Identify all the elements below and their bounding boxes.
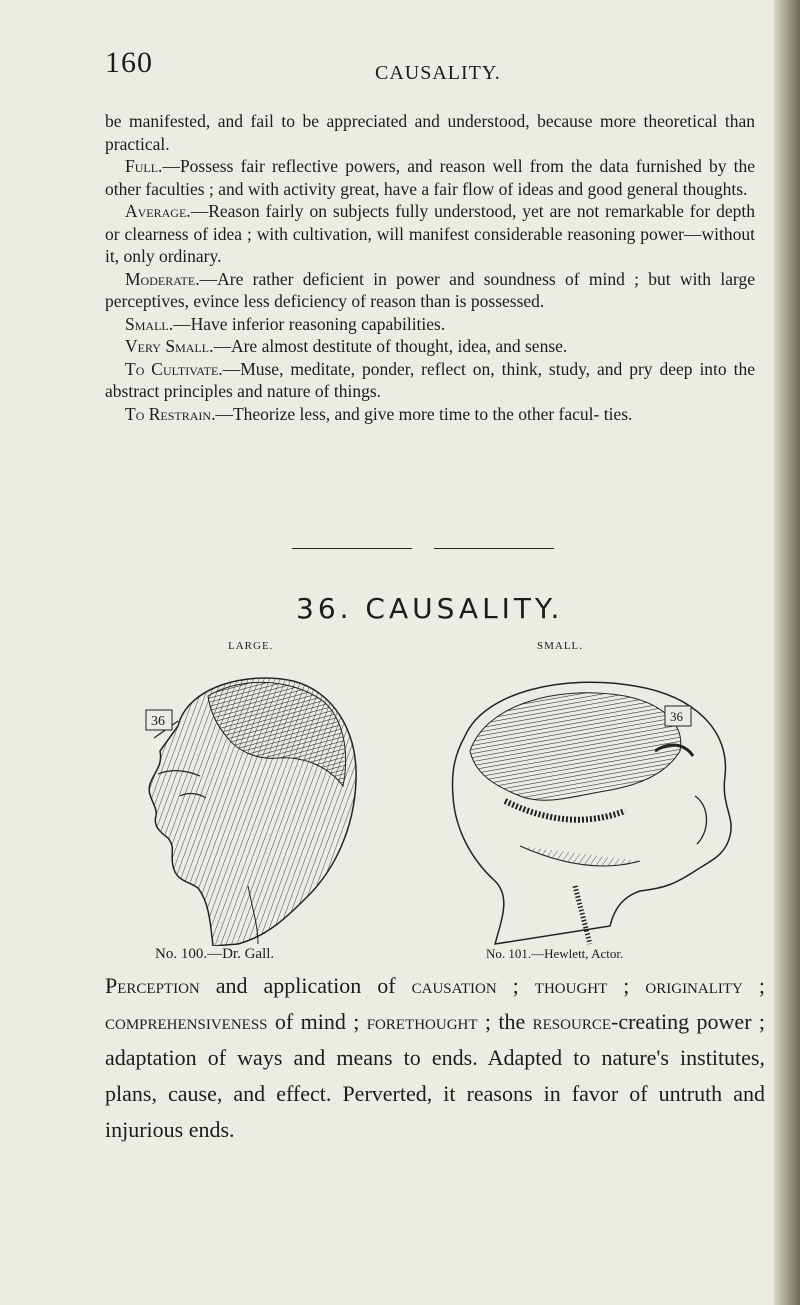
head-illustration-large: [118, 656, 368, 946]
running-head: [105, 46, 745, 86]
paragraph-full: Full.—Possess fair reflective powers, and reason well from the data furnished by the other faculties ; and with activity great, have a fair flow of ideas and good general thoughts.: [105, 156, 755, 199]
paragraph-average: Average.—Reason fairly on subjects fully understood, yet are not remarkable for depth or clearness of idea ; with cultivation, will manifest considerable reasoning power—without it, only ordinary.: [105, 201, 755, 266]
organ-number-right: 36: [670, 709, 683, 724]
paragraph-very-small: Very Small.—Are almost destitute of thought, idea, and sense.: [125, 336, 568, 356]
paragraph-label: Average.: [125, 201, 191, 221]
paragraph-label: To Restrain.: [125, 403, 216, 424]
running-title: CAUSALITY.: [375, 62, 501, 84]
body-text: [105, 110, 755, 425]
paragraph-label: Moderate.: [125, 268, 200, 289]
paragraph-continuation: be manifested, and fail to be appreciated and understood, because more theoretical than practical.: [105, 111, 755, 154]
paragraph-label: To Cultivate.: [125, 358, 223, 379]
figure-title: 36. CAUSALITY.: [296, 592, 564, 625]
section-divider-gap: [412, 545, 434, 551]
label-small: SMALL.: [537, 640, 584, 652]
paragraph-label: Very Small.: [125, 336, 214, 356]
page-number: 160: [105, 46, 153, 79]
paragraph-label: Full.: [125, 156, 163, 176]
caption-left: No. 100.—Dr. Gall.: [155, 946, 275, 962]
page-edge-shadow: [774, 0, 800, 1305]
paragraph-label: Small.: [125, 313, 174, 334]
description-lead: Perception: [105, 973, 200, 998]
paragraph-to-cultivate: To Cultivate.—Muse, meditate, ponder, reflect on, think, study, and pry deep into the abstract principles and nature of things.: [105, 358, 755, 401]
paragraph-small: Small.—Have inferior reasoning capabilities.: [125, 313, 446, 334]
head-illustration-small: [425, 656, 765, 946]
caption-right: No. 101.—Hewlett, Actor.: [486, 946, 624, 961]
label-large: LARGE.: [228, 640, 274, 652]
paragraph-moderate: Moderate.—Are rather deficient in power and soundness of mind ; but with large perceptives, evince less deficiency of reason than is possessed.: [105, 268, 755, 311]
paragraph-to-restrain: To Restrain.—Theorize less, and give more time to the other facul- ties.: [125, 403, 633, 424]
organ-number-left: 36: [151, 714, 165, 729]
faculty-description: Perception and application of causation ; thought ; originality ; comprehensiveness of mind ; forethought ; the resource-creating power ; adaptation of ways and means to ends. Adapted to nature's institutes, plans, cause, and effect. Perverted, it reasons in favor of untruth and injurious ends.: [105, 973, 766, 1142]
